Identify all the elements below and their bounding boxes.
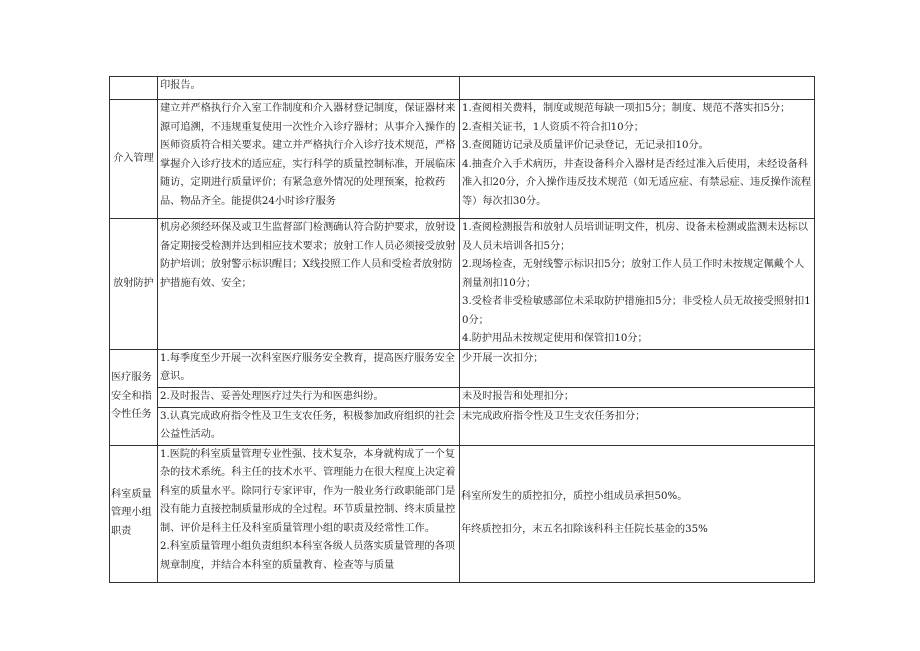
table-row	[110, 445, 815, 582]
scoring-line: 年终质控扣分，末五名扣除该科科主任院长基金的35%	[461, 523, 708, 535]
scoring-line: 4.抽查介入手术病历，井查设备科介入器材是否经过准入后使用，未经设备科准入扣20分，介入操作违反技术规范（如无适应症、有禁忌症、违反操作流程等）每次扣30分。	[462, 158, 812, 207]
requirement-cell: 2.及时报告、妥善处理医疗过失行为和医患纠纷。	[158, 387, 460, 407]
table-row	[110, 349, 815, 387]
scoring-line: 2.查相关证书，1人资质不符合扣10分；	[462, 121, 644, 133]
scoring-line: 科室所发生的质控扣分，质控小组成员承担50%。	[461, 491, 688, 502]
category-cell: 介入管理	[110, 100, 158, 219]
table-row	[110, 407, 815, 445]
table-row	[110, 77, 815, 100]
category-cell: 医疗服务安全和指令性任务	[110, 349, 158, 445]
scoring-line: 2.现场检查，无射线警示标识扣5分；放射工作人员工作时未按规定佩戴个人剂量剂扣10分；	[462, 259, 805, 289]
table-row	[110, 100, 815, 219]
scoring-line: 1.查阅检测报告和放射人员培训证明文件，机房、设备未检测或监测未达标以及人员未培训各扣5分；	[462, 222, 808, 252]
requirement-paragraph: 1.医院的科室质量管理专业性强、技术复杂，本身就构成了一个复杂的技术系统。科主任的技术水平、管理能力在很大程度上决定着科室的质量水平。除同行专家评审，作为一般业务行政职能部门是没有能力直接控制质量形成的全过程。环节质量控制、终末质量控制、评价是科主任及科室质量管理小组的职责及经常性工作。	[160, 448, 456, 534]
scoring-cell: 未完成政府指令性及卫生支农任务扣分；	[460, 407, 815, 445]
scoring-cell	[460, 445, 815, 582]
requirement-cell: 1.每季度至少开展一次科室医疗服务安全教育，提高医疗服务安全意识。	[158, 349, 460, 387]
table-row	[110, 387, 815, 407]
requirement-cell: 印报告。	[158, 77, 460, 100]
scoring-cell	[460, 100, 815, 219]
requirement-paragraph: 2.科室质量管理小组负责组织本科室各级人员落实质量管理的各项规章制度，并结合本科室的质量教育、检查等与质量	[160, 541, 455, 571]
scoring-cell: 少开展一次扣分；	[460, 349, 815, 387]
scoring-line: 4.防护用品未按规定使用和保管扣10分；	[462, 333, 648, 344]
requirement-cell: 建立并严格执行介入室工作制度和介入器材登记制度，保证器材来源可追溯，不违规重复使用一次性介入诊疗器材；从事介入操作的医师资质符合相关要求。建立并严格执行介入诊疗技术规范，严格掌握介入诊疗技术的适应症，实行科学的质量控制标准，开展临床随访，定期进行质量评价；有紧急意外情况的处理预案，抢救药品、物品齐全。能提供24小时诊疗服务	[158, 100, 460, 219]
category-cell: 放射防护	[110, 219, 158, 350]
assessment-table	[109, 76, 815, 583]
requirement-cell: 机房必须经环保及或卫生监督部门检测确认符合防护要求，放射设备定期接受检测并达到相应技术要求；放射工作人员必须接受放射防护培训；放射警示标识醒目；X线投照工作人员和受检者放射防护措施有效、安全；	[158, 219, 460, 350]
scoring-cell	[460, 77, 815, 100]
requirement-cell: 3.认真完成政府指令性及卫生支农任务，积极参加政府组织的社会公益性活动。	[158, 407, 460, 445]
category-cell	[110, 77, 158, 100]
scoring-line: 3.受检者非受检敏感部位未采取防护措施扣5分；非受检人员无故接受照射扣10分；	[462, 296, 811, 326]
scoring-line: 3.查阅随访记录及质量评价记录登记，无记录扣10分。	[462, 140, 709, 151]
category-cell: 科室质量管理小组职责	[110, 445, 158, 582]
scoring-line: 1.查阅相关费料，制度或规范每缺一项扣5分；制度、规范不落实扣5分；	[462, 103, 791, 114]
requirement-cell	[158, 445, 460, 582]
scoring-cell	[460, 219, 815, 350]
scoring-cell: 未及时报告和处理扣分；	[460, 387, 815, 407]
table-row	[110, 219, 815, 350]
